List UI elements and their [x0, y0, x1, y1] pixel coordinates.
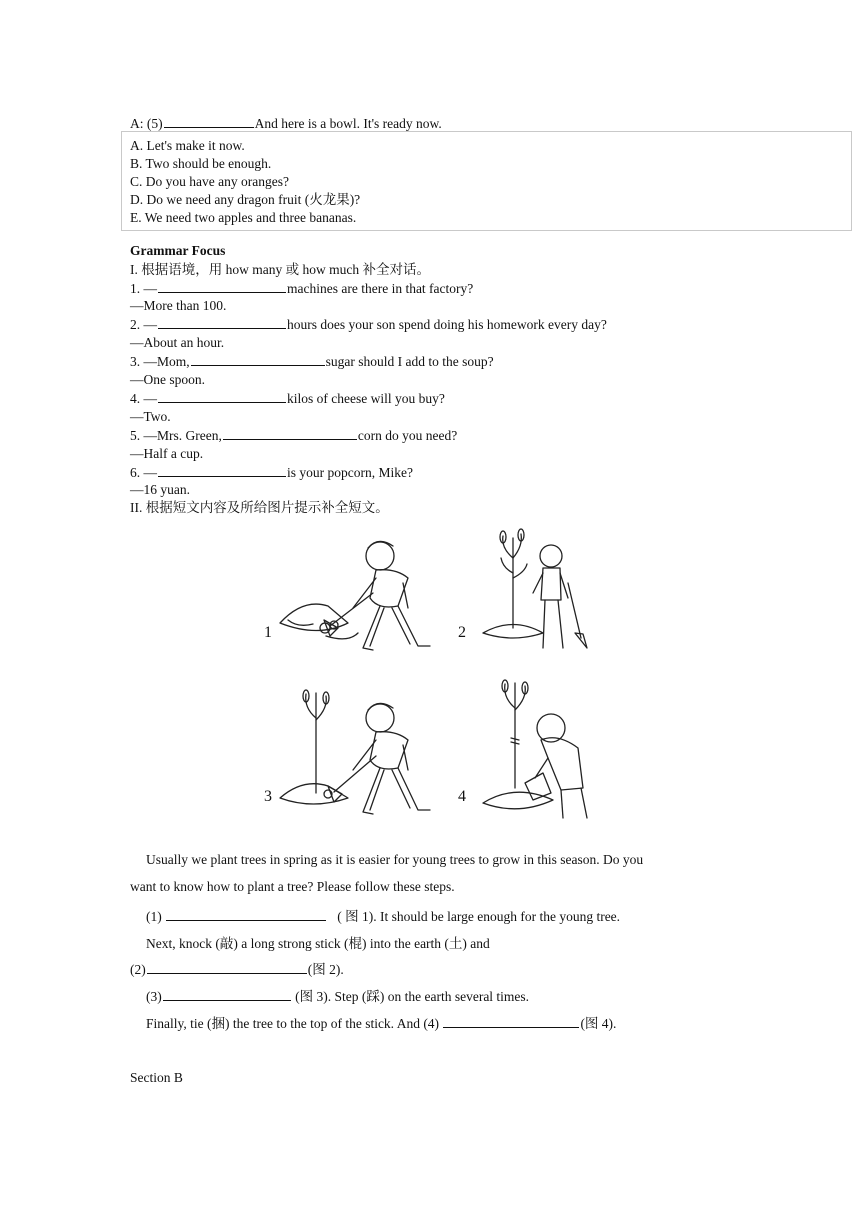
passage-step-1: (1) ( 图 1). It should be large enough for the young tree. — [146, 909, 621, 924]
answer-blank[interactable] — [191, 352, 325, 366]
answer-blank[interactable] — [158, 389, 286, 403]
part2-title: II. 根据短文内容及所给图片提示补全短文。 — [130, 500, 389, 515]
answer-blank[interactable] — [164, 114, 254, 128]
answer-blank[interactable] — [166, 907, 326, 921]
answer-3: —One spoon. — [130, 372, 205, 387]
answer-blank[interactable] — [158, 315, 286, 329]
question-3: 3. —Mom, sugar should I add to the soup? — [130, 354, 494, 369]
passage-line-2: want to know how to plant a tree? Please follow these steps. — [130, 879, 455, 894]
option-d: D. Do we need any dragon fruit (火龙果)? — [130, 192, 361, 207]
question-6: 6. — is your popcorn, Mike? — [130, 465, 413, 480]
question-4: 4. — kilos of cheese will you buy? — [130, 391, 445, 406]
answer-5: —Half a cup. — [130, 446, 204, 461]
answer-blank[interactable] — [163, 987, 291, 1001]
grammar-heading: Grammar Focus — [130, 243, 226, 258]
picture-label-4: 4 — [458, 788, 466, 805]
question-1: 1. — machines are there in that factory? — [130, 281, 474, 296]
answer-blank[interactable] — [158, 463, 286, 477]
dialog-line-5: A: (5) And here is a bowl. It's ready now. — [130, 116, 442, 131]
question-2: 2. — hours does your son spend doing his homework every day? — [130, 317, 607, 332]
answer-1: —More than 100. — [130, 298, 227, 313]
part1-title: I. 根据语境，用 how many 或 how much 补全对话。 — [130, 262, 430, 277]
question-5: 5. —Mrs. Green, corn do you need? — [130, 428, 458, 443]
section-heading: Section B — [130, 1070, 183, 1085]
picture-label-1: 1 — [264, 624, 272, 641]
panel-4-watering-figure — [483, 680, 587, 818]
answer-2: —About an hour. — [130, 335, 225, 350]
tree-planting-illustration — [258, 528, 598, 828]
passage-line-1: Usually we plant trees in spring as it is easier for young trees to grow in this season. Do you — [146, 852, 644, 867]
passage-step-2b: (2) (图 2). — [130, 962, 344, 977]
answer-blank[interactable] — [158, 279, 286, 293]
answer-blank[interactable] — [147, 960, 307, 974]
passage-step-2a: Next, knock (敲) a long strong stick (棍) into the earth (土) and — [146, 936, 490, 951]
answer-blank[interactable] — [443, 1014, 579, 1028]
answer-blank[interactable] — [223, 426, 357, 440]
answer-6: —16 yuan. — [130, 482, 190, 497]
passage-step-4: Finally, tie (捆) the tree to the top of the stick. And (4) (图 4). — [146, 1016, 617, 1031]
option-e: E. We need two apples and three bananas. — [130, 210, 357, 225]
panel-3-filling-figure — [280, 690, 430, 814]
picture-label-2: 2 — [458, 624, 466, 641]
answer-4: —Two. — [130, 409, 171, 424]
passage-step-3: (3) (图 3). Step (踩) on the earth several times. — [146, 989, 530, 1004]
option-a: A. Let's make it now. — [130, 138, 245, 153]
picture-label-3: 3 — [264, 788, 272, 805]
panel-1-digging-figure — [280, 541, 430, 650]
option-b: B. Two should be enough. — [130, 156, 272, 171]
option-c: C. Do you have any oranges? — [130, 174, 289, 189]
panel-2-tree-figure — [483, 529, 587, 648]
